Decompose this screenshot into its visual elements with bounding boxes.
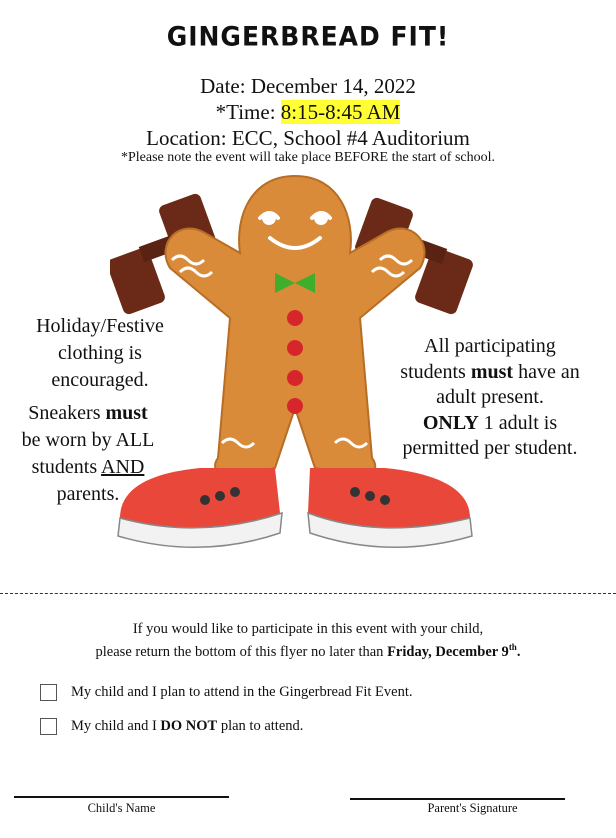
child-name-line[interactable] xyxy=(14,796,229,798)
not-attend-checkbox[interactable] xyxy=(40,718,57,735)
time-label: *Time: xyxy=(215,100,276,124)
school-note: *Please note the event will take place BEFORE the start of school. xyxy=(120,150,495,165)
time-value: 8:15-8:45 AM xyxy=(280,100,401,124)
attend-checkbox[interactable] xyxy=(40,684,57,701)
clothing-text: Holiday/Festive clothing is encouraged. xyxy=(36,315,164,391)
parent-signature-label: Parent's Signature xyxy=(427,801,518,815)
right-sneaker-icon xyxy=(308,468,472,547)
location-line: Location: ECC, School #4 Auditorium xyxy=(146,126,470,150)
attend-label: My child and I plan to attend in the Gingerbread Fit Event. xyxy=(71,684,413,700)
return-line-1: If you would like to participate in this event with your child, xyxy=(132,621,484,637)
date-line: Date: December 14, 2022 xyxy=(200,74,416,98)
child-name-label: Child's Name xyxy=(87,801,156,815)
time-line xyxy=(0,99,616,125)
parent-signature-line[interactable] xyxy=(350,798,565,800)
not-attend-option xyxy=(40,718,303,735)
cut-line xyxy=(0,593,616,594)
page-title: GINGERBREAD FIT! xyxy=(166,21,450,52)
adult-present-text: All participating students must have an adult present. ONLY 1 adult is permitted per student. xyxy=(400,335,580,459)
attend-option xyxy=(40,684,412,701)
not-attend-label: My child and I DO NOT plan to attend. xyxy=(71,718,304,734)
return-line-2: please return the bottom of this flyer no later than Friday, December 9th. xyxy=(95,642,521,660)
sneakers-text: Sneakers must be worn by ALL students AND parents. xyxy=(21,402,155,505)
